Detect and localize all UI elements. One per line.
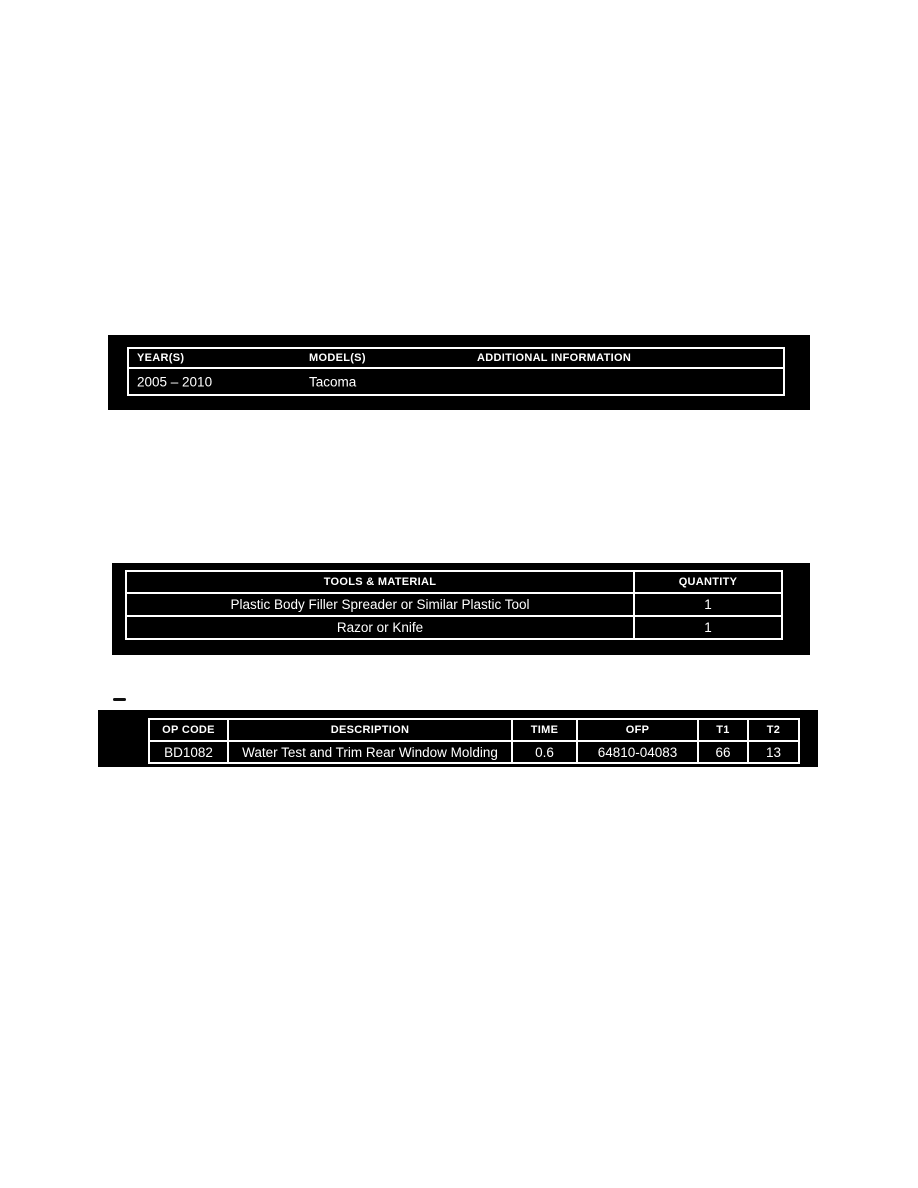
t2-cell: 13 [747,742,798,762]
tools-table-block [112,563,810,655]
t2-column-header: T2 [747,720,798,740]
tools-row [127,615,781,638]
tool-cell: Plastic Body Filler Spreader or Similar Plastic Tool [230,597,530,612]
additional-info-column-header: ADDITIONAL INFORMATION [477,352,632,364]
applicability-table-block [108,335,810,410]
tools-table [125,570,783,640]
tool-cell: Razor or Knife [336,620,424,635]
years-column-header: YEAR(S) [137,352,185,364]
ofp-cell: 64810-04083 [576,742,697,762]
t1-column-header: T1 [697,720,747,740]
ofp-column-header: OFP [576,720,697,740]
tools-column-header: TOOLS & MATERIAL [323,576,437,588]
op-code-table-block [98,710,818,767]
op-code-header-row [150,720,798,740]
quantity-cell: 1 [633,617,781,638]
description-column-header: DESCRIPTION [227,720,511,740]
time-column-header: TIME [511,720,576,740]
tools-row [127,592,781,615]
models-column-header: MODEL(S) [309,352,366,364]
years-cell: 2005 – 2010 [137,374,213,389]
applicability-data-row [129,369,783,394]
time-cell: 0.6 [511,742,576,762]
op-code-table [148,718,800,764]
quantity-column-header: QUANTITY [633,572,781,592]
stray-mark [113,698,126,701]
description-cell: Water Test and Trim Rear Window Molding [227,742,511,762]
op-code-data-row [150,740,798,762]
model-cell: Tacoma [309,374,357,389]
op-code-cell: BD1082 [164,744,213,760]
t1-cell: 66 [697,742,747,762]
tools-header-row [127,572,781,592]
applicability-table [127,347,785,396]
op-code-column-header: OP CODE [162,724,215,736]
quantity-cell: 1 [633,594,781,615]
applicability-header-row [129,349,783,369]
